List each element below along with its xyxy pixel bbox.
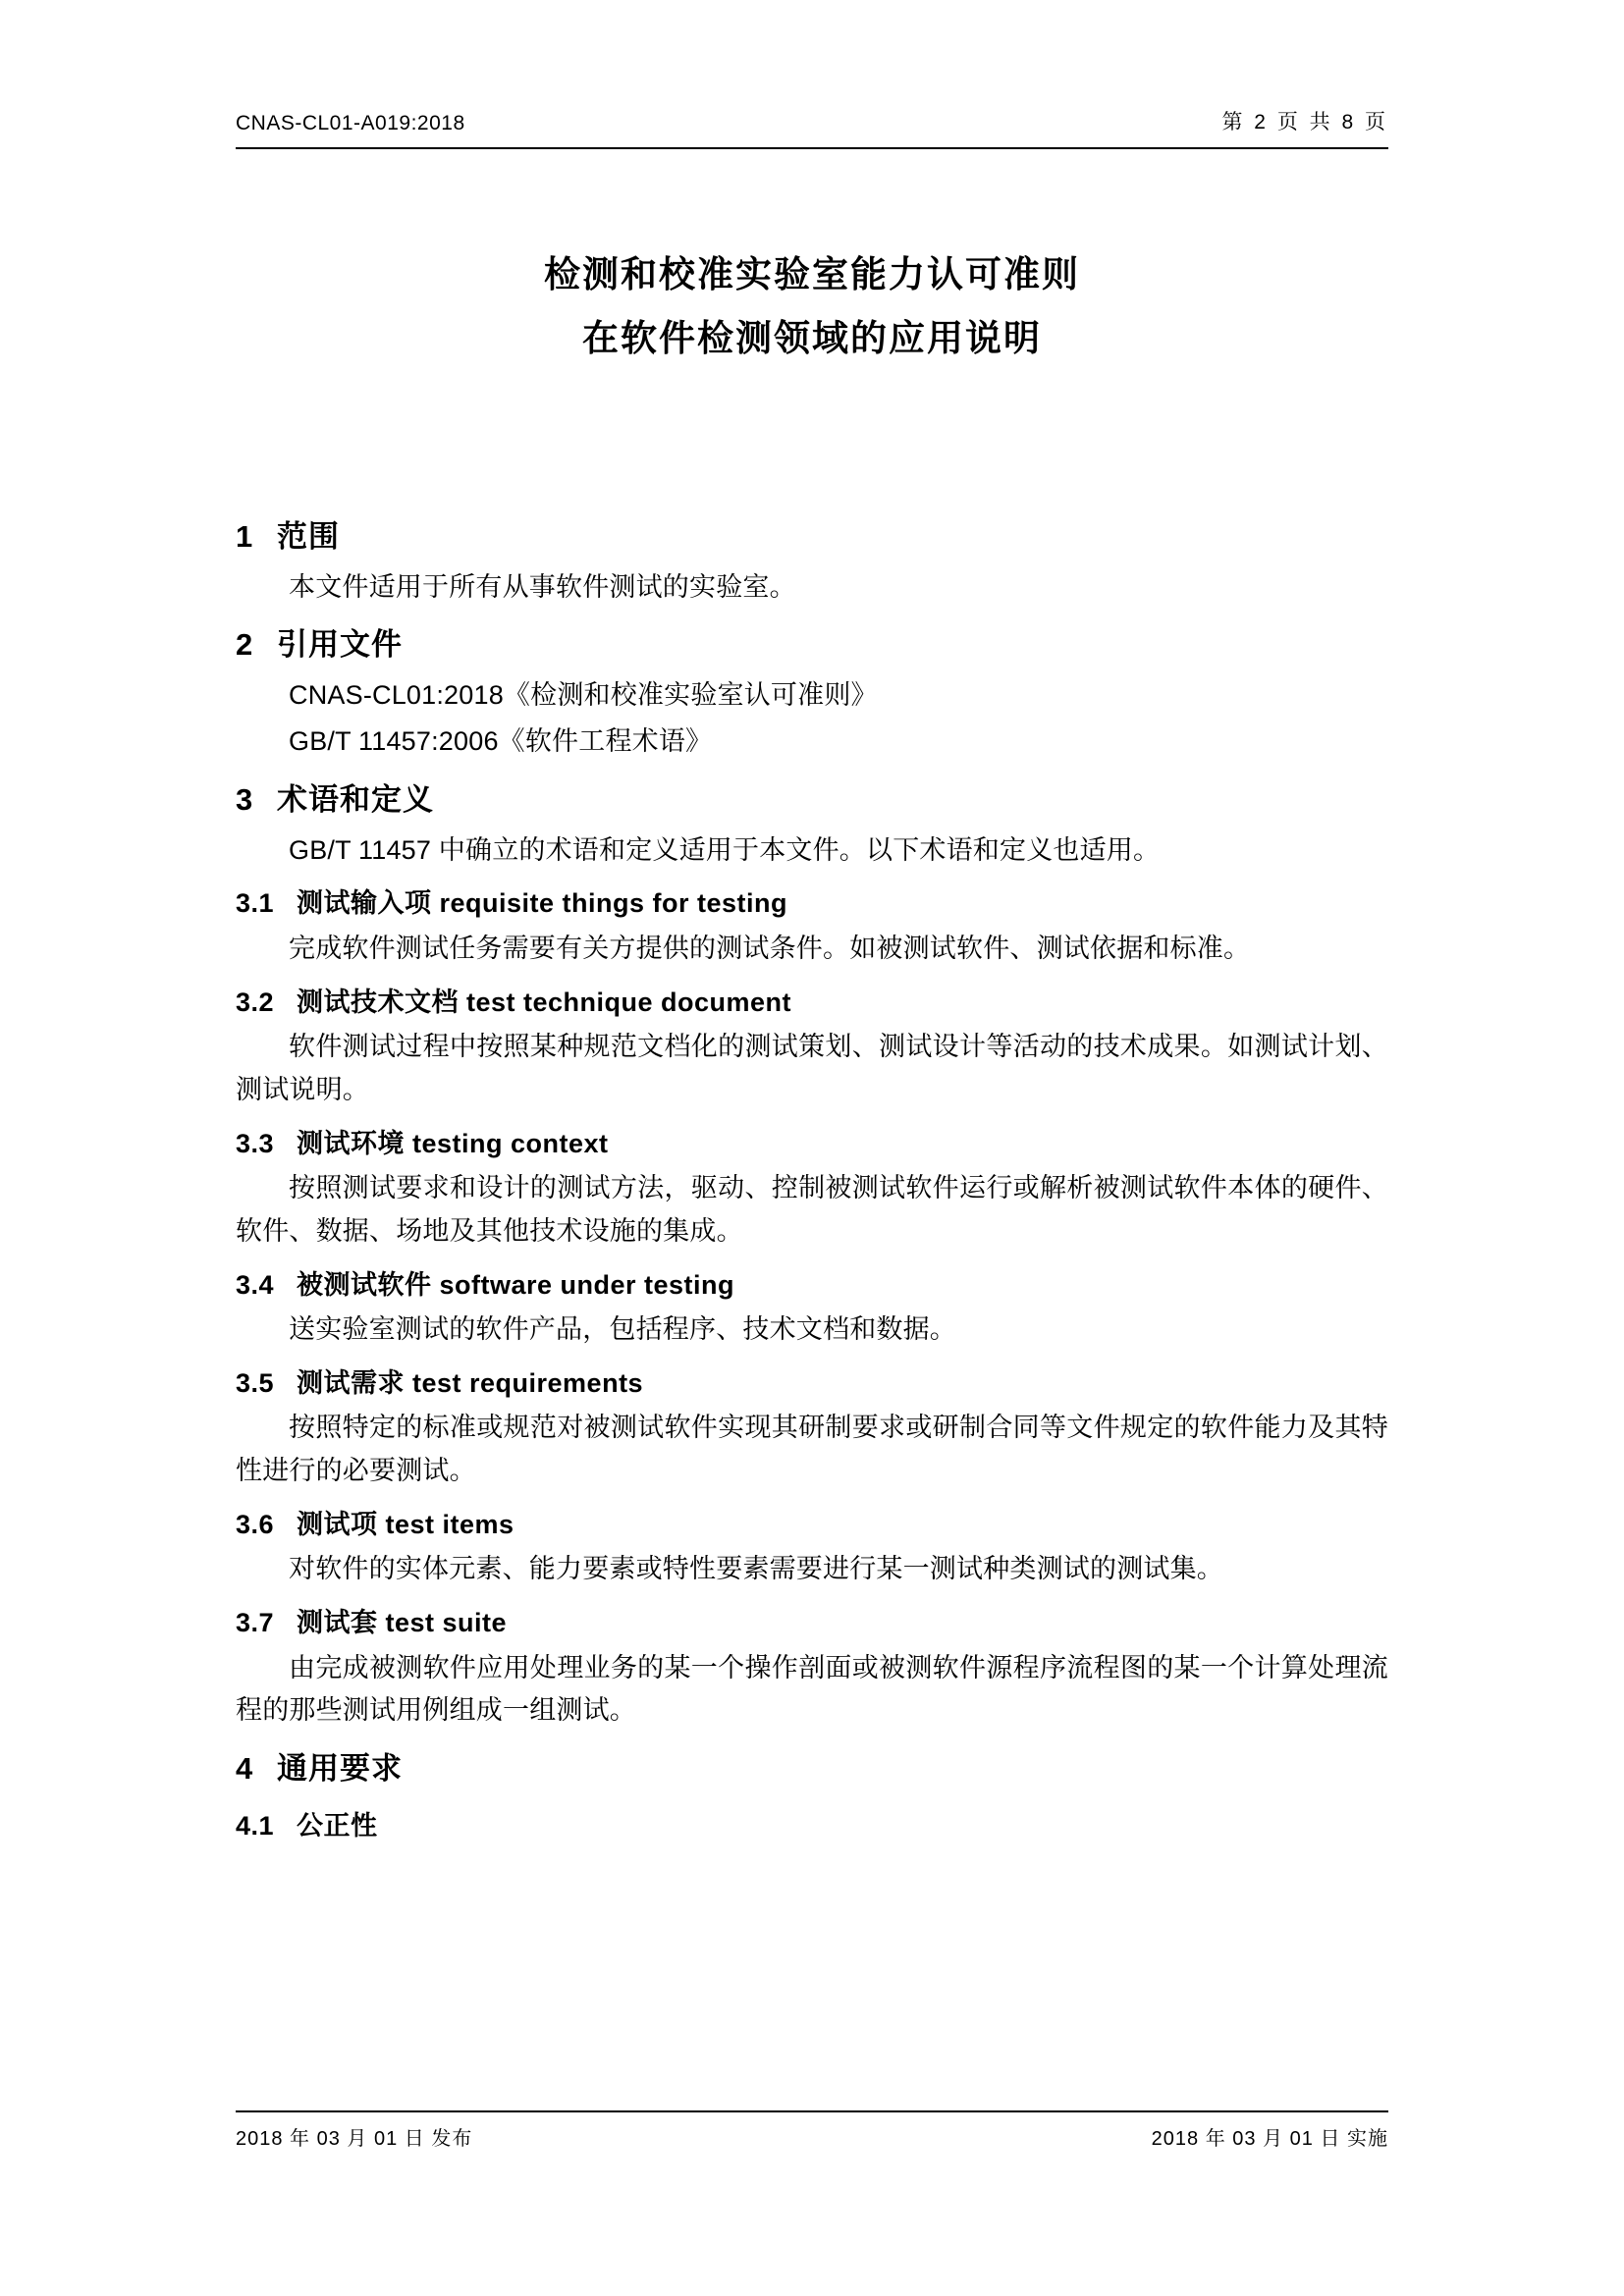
paragraph-1-1: 本文件适用于所有从事软件测试的实验室。 <box>289 571 796 602</box>
header-doc-id: CNAS-CL01-A019:2018 <box>236 112 465 134</box>
section-heading-3 <box>236 766 1388 828</box>
subsection-title-4-1: 公正性 <box>297 1810 378 1841</box>
subsection-title-3-2: 测试技术文档 test technique document <box>297 987 792 1017</box>
paragraph-2-1: CNAS-CL01:2018《检测和校准实验室认可准则》 <box>289 679 878 710</box>
section-heading-4 <box>236 1735 1388 1796</box>
subsection-title-3-5: 测试需求 test requirements <box>297 1367 644 1398</box>
paragraph-3-1-1: 完成软件测试任务需要有关方提供的测试条件。如被测试软件、测试依据和标准。 <box>289 933 1251 963</box>
paragraph-3-6-1: 对软件的实体元素、能力要素或特性要素需要进行某一测试种类测试的测试集。 <box>289 1554 1223 1584</box>
subsection-heading-3-6 <box>236 1495 1388 1547</box>
subsection-title-3-1: 测试输入项 requisite things for testing <box>297 888 788 919</box>
subsection-heading-3-1 <box>236 874 1388 926</box>
subsection-title-3-6: 测试项 test items <box>297 1509 514 1539</box>
header-page-number: 第 2 页 共 8 页 <box>1221 111 1388 133</box>
subsection-number-3-7: 3.7 <box>236 1608 275 1638</box>
section-heading-1 <box>236 503 1388 564</box>
subsection-number-3-1: 3.1 <box>236 888 275 919</box>
subsection-number-3-6: 3.6 <box>236 1509 275 1539</box>
title-line-1: 检测和校准实验室能力认可准则 <box>544 254 1080 294</box>
subsection-heading-3-5 <box>236 1354 1388 1406</box>
subsection-number-3-3: 3.3 <box>236 1128 275 1158</box>
subsection-number-4-1: 4.1 <box>236 1810 275 1841</box>
paragraph-3-2-1: 软件测试过程中按照某种规范文档化的测试策划、测试设计等活动的技术成果。如测试计划、测试说明。 <box>236 1032 1388 1104</box>
subsection-title-3-3: 测试环境 testing context <box>297 1128 609 1158</box>
document-title <box>236 243 1388 371</box>
subsection-heading-4-1 <box>236 1796 1388 1848</box>
section-number-1: 1 <box>236 519 254 554</box>
subsection-title-3-7: 测试套 test suite <box>297 1608 508 1638</box>
title-line-2: 在软件检测领域的应用说明 <box>582 317 1042 358</box>
section-number-2: 2 <box>236 627 254 663</box>
paragraph-3-4-1: 送实验室测试的软件产品，包括程序、技术文档和数据。 <box>289 1314 956 1345</box>
page-footer <box>236 2110 1388 2151</box>
subsection-heading-3-7 <box>236 1593 1388 1645</box>
page-header <box>236 106 1388 149</box>
subsection-number-3-2: 3.2 <box>236 987 275 1017</box>
section-number-3: 3 <box>236 782 254 818</box>
paragraph-3-7-1: 由完成被测软件应用处理业务的某一个操作剖面或被测软件源程序流程图的某一个计算处理流程的那些测试用例组成一组测试。 <box>236 1652 1388 1726</box>
subsection-number-3-5: 3.5 <box>236 1367 275 1398</box>
document-body <box>236 503 1388 1847</box>
subsection-number-3-4: 3.4 <box>236 1269 275 1300</box>
paragraph-3-5-1: 按照特定的标准或规范对被测试软件实现其研制要求或研制合同等文件规定的软件能力及其特性进行的必要测试。 <box>236 1413 1388 1486</box>
section-number-4: 4 <box>236 1751 254 1787</box>
section-title-3: 术语和定义 <box>277 782 434 818</box>
subsection-heading-3-4 <box>236 1255 1388 1308</box>
paragraph-3-3-1: 按照测试要求和设计的测试方法，驱动、控制被测试软件运行或解析被测试软件本体的硬件、软件、数据、场地及其他技术设施的集成。 <box>236 1173 1388 1246</box>
section-heading-2 <box>236 611 1388 672</box>
paragraph-3-1: GB/T 11457 中确立的术语和定义适用于本文件。以下术语和定义也适用。 <box>289 834 1161 865</box>
subsection-heading-3-3 <box>236 1114 1388 1166</box>
section-title-2: 引用文件 <box>277 627 403 663</box>
subsection-heading-3-2 <box>236 973 1388 1025</box>
footer-effective-date: 2018 年 03 月 01 日 实施 <box>1151 2128 1388 2150</box>
paragraph-2-2: GB/T 11457:2006《软件工程术语》 <box>289 726 713 757</box>
footer-issue-date: 2018 年 03 月 01 日 发布 <box>236 2128 473 2150</box>
section-title-1: 范围 <box>277 519 340 554</box>
subsection-title-3-4: 被测试软件 software under testing <box>297 1269 735 1300</box>
section-title-4: 通用要求 <box>277 1751 403 1787</box>
